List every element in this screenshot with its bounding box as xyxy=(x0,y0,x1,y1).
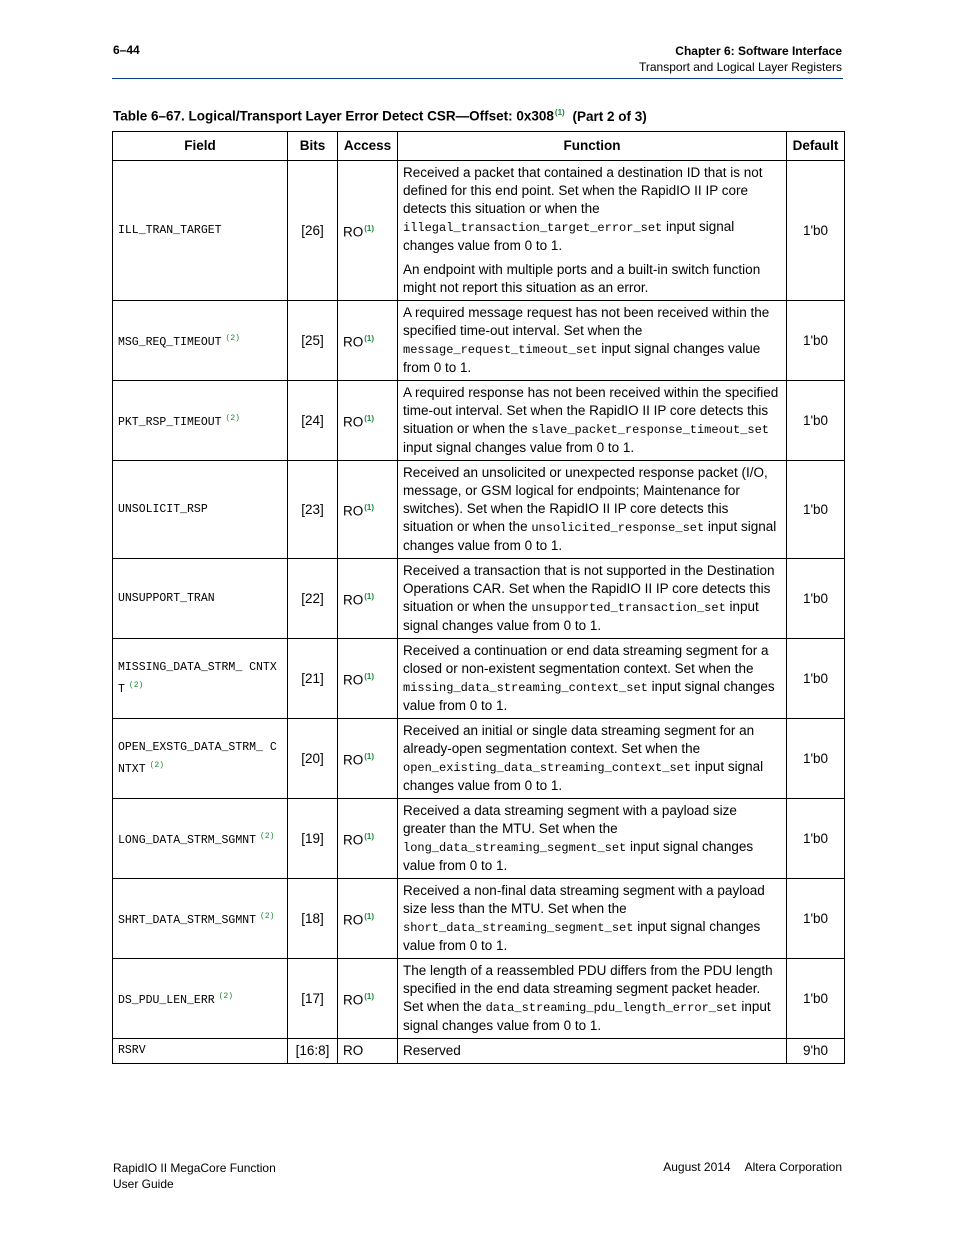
cell-bits: [21] xyxy=(288,639,338,719)
access-value: RO xyxy=(343,503,364,519)
table-row xyxy=(113,559,845,639)
chapter-title: Chapter 6: Software Interface xyxy=(675,44,842,58)
cell-function xyxy=(398,381,787,461)
field-name: LONG_DATA_STRM_SGMNT xyxy=(118,833,257,847)
cell-function xyxy=(398,559,787,639)
cell-access xyxy=(338,461,398,559)
function-description xyxy=(403,962,781,1035)
function-description xyxy=(403,384,781,457)
access-value: RO xyxy=(343,334,364,350)
field-name: MSG_REQ_TIMEOUT xyxy=(118,335,222,349)
field-name: RSRV xyxy=(118,1044,146,1057)
table-row xyxy=(113,719,845,799)
access-footnote-link[interactable]: (1) xyxy=(364,502,375,512)
col-header-function: Function xyxy=(398,132,787,161)
signal-name: missing_data_streaming_context_set xyxy=(403,681,648,695)
running-header xyxy=(639,43,842,75)
field-name: UNSOLICIT_RSP xyxy=(118,502,208,516)
cell-default: 1'b0 xyxy=(787,959,845,1039)
field-name: UNSUPPORT_TRAN xyxy=(118,591,215,605)
cell-function xyxy=(398,719,787,799)
cell-bits: [26] xyxy=(288,161,338,301)
table-body xyxy=(113,161,845,1064)
function-text-end: input signal changes value from 0 to 1. xyxy=(403,679,775,713)
function-text: Received a data streaming segment with a payload size greater than the MTU. Set when the xyxy=(403,803,737,836)
cell-bits: [16:8] xyxy=(288,1039,338,1064)
table-row xyxy=(113,161,845,301)
caption-footnote-link[interactable]: (1) xyxy=(554,108,565,117)
cell-bits: [24] xyxy=(288,381,338,461)
cell-field xyxy=(113,461,288,559)
cell-field xyxy=(113,879,288,959)
register-table xyxy=(112,131,845,1064)
table-header-row xyxy=(113,132,845,161)
footer-company: Altera Corporation xyxy=(744,1160,842,1174)
cell-field xyxy=(113,719,288,799)
function-description xyxy=(403,1042,781,1060)
signal-name: short_data_streaming_segment_set xyxy=(403,921,634,935)
function-text-end: input signal changes value from 0 to 1. xyxy=(403,759,764,793)
cell-function xyxy=(398,301,787,381)
cell-default: 1'b0 xyxy=(787,879,845,959)
signal-name: message_request_timeout_set xyxy=(403,343,598,357)
cell-default: 1'b0 xyxy=(787,799,845,879)
cell-bits: [25] xyxy=(288,301,338,381)
col-header-default: Default xyxy=(787,132,845,161)
table-row xyxy=(113,799,845,879)
function-text-end: input signal changes value from 0 to 1. xyxy=(403,440,635,455)
cell-field xyxy=(113,799,288,879)
function-text: A required response has not been received within the specified time-out interval. Set when the RapidIO II IP core detects this situation or when the xyxy=(403,385,779,436)
function-text: Reserved xyxy=(403,1043,461,1058)
access-value: RO xyxy=(343,1043,364,1058)
cell-access xyxy=(338,301,398,381)
function-text: Received a continuation or end data streaming segment for a closed or non-existent segmentation context. Set when the xyxy=(403,643,769,676)
cell-default: 1'b0 xyxy=(787,559,845,639)
cell-access xyxy=(338,879,398,959)
caption-text: Table 6–67. Logical/Transport Layer Error Detect CSR—Offset: 0x308 xyxy=(113,108,554,124)
table-row xyxy=(113,1039,845,1064)
cell-default: 1'b0 xyxy=(787,301,845,381)
cell-bits: [20] xyxy=(288,719,338,799)
function-text-end: input signal changes value from 0 to 1. xyxy=(403,599,759,633)
signal-name: long_data_streaming_segment_set xyxy=(403,841,627,855)
access-footnote-link[interactable]: (1) xyxy=(364,911,375,921)
field-name: DS_PDU_LEN_ERR xyxy=(118,993,215,1007)
cell-field xyxy=(113,559,288,639)
field-footnote-link[interactable]: (2) xyxy=(260,911,275,921)
cell-access xyxy=(338,559,398,639)
access-footnote-link[interactable]: (1) xyxy=(364,831,375,841)
signal-name: data_streaming_pdu_length_error_set xyxy=(485,1001,738,1015)
table-row xyxy=(113,879,845,959)
access-value: RO xyxy=(343,224,364,240)
cell-field xyxy=(113,639,288,719)
access-footnote-link[interactable]: (1) xyxy=(364,591,375,601)
cell-default: 1'b0 xyxy=(787,381,845,461)
cell-access xyxy=(338,381,398,461)
field-footnote-link[interactable]: (2) xyxy=(225,333,240,343)
cell-default: 1'b0 xyxy=(787,719,845,799)
access-value: RO xyxy=(343,592,364,608)
cell-field xyxy=(113,161,288,301)
table-row xyxy=(113,639,845,719)
field-footnote-link[interactable]: (2) xyxy=(149,760,165,770)
cell-function xyxy=(398,461,787,559)
access-value: RO xyxy=(343,832,364,848)
function-text-end: input signal changes value from 0 to 1. xyxy=(403,839,754,873)
caption-part: (Part 2 of 3) xyxy=(572,108,647,124)
footer-right xyxy=(663,1160,842,1174)
cell-default: 1'b0 xyxy=(787,639,845,719)
access-footnote-link[interactable]: (1) xyxy=(364,333,375,343)
cell-default: 1'b0 xyxy=(787,161,845,301)
field-footnote-link[interactable]: (2) xyxy=(260,831,275,841)
cell-function xyxy=(398,959,787,1039)
function-text-end: input signal changes value from 0 to 1. xyxy=(403,341,761,375)
signal-name: open_existing_data_streaming_context_set xyxy=(403,761,692,775)
cell-bits: [19] xyxy=(288,799,338,879)
function-note: An endpoint with multiple ports and a built-in switch function might not report this situation as an error. xyxy=(403,262,761,295)
cell-function xyxy=(398,799,787,879)
page-number: 6–44 xyxy=(113,43,140,57)
footer-left xyxy=(113,1160,276,1192)
function-description xyxy=(403,164,781,255)
field-name: OPEN_EXSTG_DATA_STRM_ CNTXT xyxy=(118,740,277,776)
access-value: RO xyxy=(343,752,364,768)
footer-date: August 2014 xyxy=(663,1160,731,1174)
table-row xyxy=(113,381,845,461)
cell-field xyxy=(113,301,288,381)
cell-field xyxy=(113,381,288,461)
access-value: RO xyxy=(343,992,364,1008)
cell-access xyxy=(338,799,398,879)
cell-field xyxy=(113,1039,288,1064)
cell-access xyxy=(338,1039,398,1064)
cell-bits: [22] xyxy=(288,559,338,639)
function-text: Received a non-final data streaming segment with a payload size less than the MTU. Set when the xyxy=(403,883,765,916)
function-description xyxy=(403,802,781,875)
function-text: The length of a reassembled PDU differs from the PDU length specified in the end data streaming segment packet header. Set when the xyxy=(403,963,773,1014)
col-header-field: Field xyxy=(113,132,288,161)
field-name: PKT_RSP_TIMEOUT xyxy=(118,415,222,429)
cell-access xyxy=(338,161,398,301)
signal-name: illegal_transaction_target_error_set xyxy=(403,221,663,235)
cell-function xyxy=(398,1039,787,1064)
function-text-end: input signal changes value from 0 to 1. xyxy=(403,519,777,553)
cell-default: 9'h0 xyxy=(787,1039,845,1064)
function-text: Received a transaction that is not supported in the Destination Operations CAR. Set when the RapidIO II IP core detects this situation or when the xyxy=(403,563,775,614)
cell-function xyxy=(398,639,787,719)
section-title: Transport and Logical Layer Registers xyxy=(639,60,842,74)
footer-product: RapidIO II MegaCore Function xyxy=(113,1161,276,1175)
field-name: ILL_TRAN_TARGET xyxy=(118,223,222,237)
function-description xyxy=(403,304,781,377)
field-footnote-link[interactable]: (2) xyxy=(128,680,144,690)
function-text-end: input signal changes value from 0 to 1. xyxy=(403,919,761,953)
cell-access xyxy=(338,639,398,719)
table-caption xyxy=(113,108,647,124)
access-value: RO xyxy=(343,912,364,928)
function-description xyxy=(403,882,781,955)
function-text-end: input signal changes value from 0 to 1. xyxy=(403,999,771,1033)
cell-bits: [23] xyxy=(288,461,338,559)
cell-access xyxy=(338,719,398,799)
cell-field xyxy=(113,959,288,1039)
cell-access xyxy=(338,959,398,1039)
field-name: SHRT_DATA_STRM_SGMNT xyxy=(118,913,257,927)
function-text: Received an unsolicited or unexpected response packet (I/O, message, or GSM logical for endpoints; Maintenance for switches). Set when the RapidIO II IP core detects this situation or when the xyxy=(403,465,768,534)
function-text: A required message request has not been received within the specified time-out interval. Set when the xyxy=(403,305,770,338)
table-row xyxy=(113,301,845,381)
signal-name: slave_packet_response_timeout_set xyxy=(531,423,769,437)
signal-name: unsolicited_response_set xyxy=(531,521,705,535)
table-row xyxy=(113,959,845,1039)
function-description xyxy=(403,562,781,635)
access-value: RO xyxy=(343,414,364,430)
access-footnote-link[interactable]: (1) xyxy=(364,751,375,761)
col-header-access: Access xyxy=(338,132,398,161)
signal-name: unsupported_transaction_set xyxy=(531,601,726,615)
cell-bits: [18] xyxy=(288,879,338,959)
access-value: RO xyxy=(343,672,364,688)
field-footnote-link[interactable]: (2) xyxy=(218,991,234,1001)
cell-bits: [17] xyxy=(288,959,338,1039)
cell-function xyxy=(398,879,787,959)
cell-default: 1'b0 xyxy=(787,461,845,559)
function-description xyxy=(403,722,781,795)
cell-function xyxy=(398,161,787,301)
field-footnote-link[interactable]: (2) xyxy=(225,413,240,423)
function-text: Received an initial or single data streaming segment for an already-open segmentation context. Set when the xyxy=(403,723,755,756)
access-footnote-link[interactable]: (1) xyxy=(364,991,375,1001)
function-text-end: input signal changes value from 0 to 1. xyxy=(403,219,735,253)
access-footnote-link[interactable]: (1) xyxy=(364,413,375,423)
table-row xyxy=(113,461,845,559)
function-text: Received a packet that contained a destination ID that is not defined for this end point. Set when the RapidIO II IP core detects this situation or when the xyxy=(403,165,763,216)
access-footnote-link[interactable]: (1) xyxy=(364,223,375,233)
footer-doc: User Guide xyxy=(113,1177,174,1191)
access-footnote-link[interactable]: (1) xyxy=(364,671,375,681)
col-header-bits: Bits xyxy=(288,132,338,161)
function-description xyxy=(403,642,781,715)
function-description xyxy=(403,464,781,555)
field-name: MISSING_DATA_STRM_ CNTXT xyxy=(118,660,277,696)
header-rule xyxy=(112,78,843,79)
